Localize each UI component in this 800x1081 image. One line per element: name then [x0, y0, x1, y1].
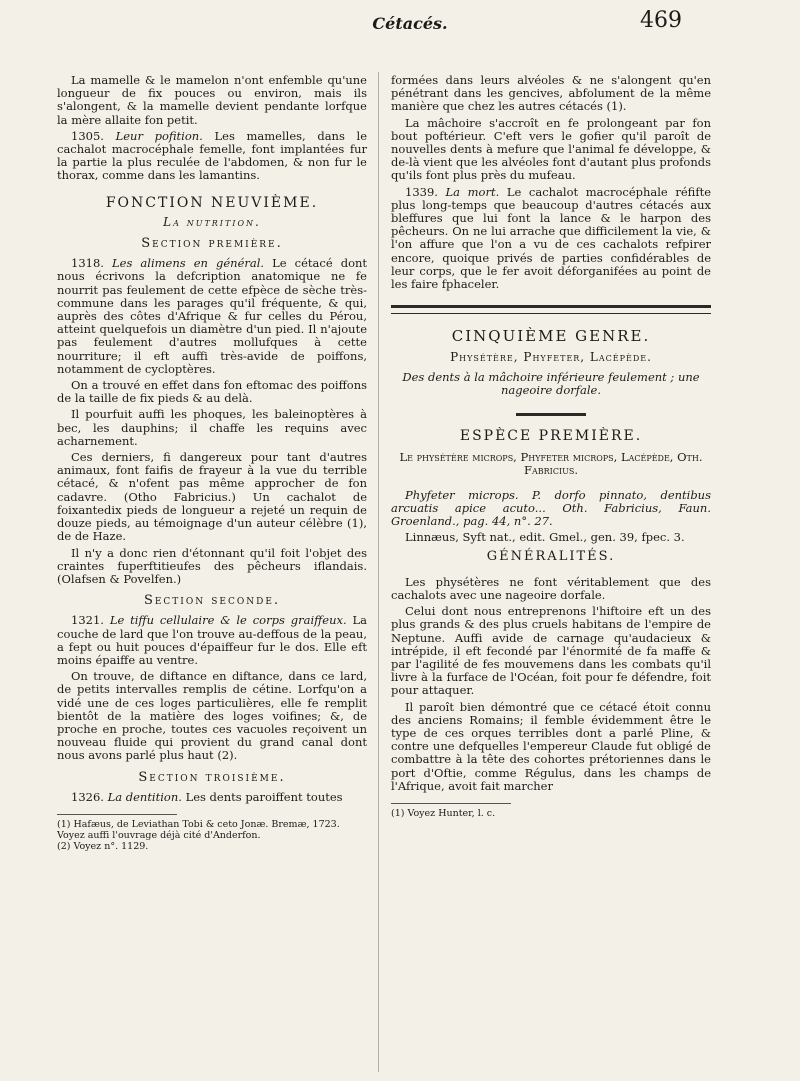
article-body: Les dents paroiffent toutes [185, 789, 343, 804]
article-heading: La mort. [445, 184, 500, 199]
short-rule [516, 413, 586, 416]
footnote: (1) Voyez Hunter, l. c. [391, 807, 496, 819]
genre-separator-rule [391, 305, 711, 314]
paragraph: formées dans leurs alvéoles & ne s'alongent qu'en pénétrant dans les gencives, abfolument de la même manière que chez les autres cétacés (1). [391, 73, 711, 114]
running-head [0, 6, 800, 46]
paragraph: Les physétères ne font véritablement que des cachalots avec une nageoire dorfale. [391, 574, 711, 602]
right-column [391, 74, 711, 819]
article-body: La couche de lard que l'on trouve au-deffous de la peau, a fept ou huit pouces d'épaiffeur fur le dos. Elle eft moins épaiffe au ventre. [57, 613, 367, 667]
article-number: 1305. [71, 128, 104, 143]
paragraph: Il paroît bien démontré que ce cétacé étoit connu des anciens Romains; il femble évidemment être le type de ces orques terribles dont a parlé Pline, & contre une defquelles l'empereur Claude fut obligé de combattre à la tête des cohortes prétoriennes dans le port d'Oftie, comme Régulus, dans les champs de l'Afrique, avoit fait marcher [391, 699, 711, 793]
paragraph [57, 614, 367, 667]
paragraph: La mâchoire s'accroît en fe prolongeant par fon bout poftérieur. C'eft vers le gofier qu'il paroît de nouvelles dents à mefure que l'animal fe développe, & de-là vient que les alvéoles font d'autant plus profonds qu'ils font plus près du mufeau. [391, 115, 711, 183]
section-heading: Section seconde. [143, 593, 281, 609]
synonymy: Linnæus, Syft nat., edit. Gmel., gen. 39, fpec. 3. [405, 530, 685, 545]
article-heading: Les alimens en général. [112, 256, 265, 271]
paragraph [57, 257, 367, 376]
left-column [57, 74, 367, 852]
paragraph: Il n'y a donc rien d'étonnant qu'il foit l'objet des craintes fuperftitieufes des pêcheurs iflandais. (Olafsen & Povelfen.) [57, 545, 367, 586]
footnote-rule [57, 814, 177, 815]
genre-heading: CINQUIÈME GENRE. [451, 327, 651, 346]
section-heading: Section première. [141, 236, 283, 252]
paragraph: On a trouvé en effet dans fon eftomac des poiffons de la taille de fix pieds & au delà. [57, 378, 367, 406]
fonction-subtitle: La nutrition. [163, 214, 261, 229]
genre-name: Physétère, Phyfeter, Lacépède. [450, 350, 652, 365]
paragraph [57, 791, 367, 804]
article-heading: La dentition. [107, 789, 182, 804]
article-number: 1318. [71, 256, 104, 271]
running-title: Cétacés. [372, 14, 448, 33]
section-heading: Section troisième. [138, 769, 286, 785]
article-number: 1326. [71, 789, 104, 804]
column-divider [378, 72, 379, 1072]
footnote-rule [391, 803, 511, 804]
paragraph: Ces derniers, fi dangereux pour tant d'autres animaux, font faifis de frayeur à la vue du terrible cétacé, & n'ofent pas même approcher de fon cadavre. (Otho Fabricius.) Un cachalot de foixantedix pieds de longueur a rejeté un requin de douze pieds, au témoignage d'un auteur célèbre (1), de de Haze. [57, 450, 367, 544]
article-number: 1339. [405, 184, 438, 199]
article-body: Les mamelles, dans le cachalot macrocéphale femelle, font implantées fur la partie la plus reculée de l'abdomen, & non fur le thorax, comme dans les lamantins. [57, 128, 368, 183]
paragraph: Celui dont nous entreprenons l'hiftoire eft un des plus grands & des plus cruels habitans de l'empire de Neptune. Auffi avide de carnage qu'audacieux & intrépide, il eft fecondé par l'énormité de fa maffe & par l'agilité de fes mouvemens dans les combats qu'il livre à la furface de l'Océan, foit pour fe défendre, foit pour attaquer. [391, 604, 711, 698]
genre-description: Des dents à la mâchoire inférieure feulement ; une nageoire dorfale. [402, 369, 700, 397]
paragraph: Il pourfuit auffi les phoques, les baleinoptères à bec, les dauphins; il chaffe les requins avec acharnement. [57, 407, 367, 448]
article-body: Le cétacé dont nous écrivons la defcription anatomique ne fe nourrit pas feulement de cette efpèce de sèche très-commune dans les parages qu'il fréquente, & qui, auprès des côtes d'Afrique & fur celles du Pérou, atteint quelquefois un diamètre d'un pied. Il n'ajoute pas feulement d'autres mollufques à cette nourriture; il eft auffi très-avide de poiffons, notamment de cycloptères. [57, 256, 368, 376]
footnote: (2) Voyez n°. 1129. [57, 840, 149, 852]
page-number: 469 [640, 8, 682, 33]
paragraph [57, 130, 367, 183]
footnote: (1) Hafæus, de Leviathan Tobi & ceto Jonæ. Bremæ, 1723. Voyez auffi l'ouvrage déjà cité d'Anderfon. [57, 818, 340, 841]
paragraph: La mamelle & le mamelon n'ont enfemble qu'une longueur de fix pouces ou environ, mais ils s'alongent, & la mamelle devient pendante lorfque la mère allaite fon petit. [57, 73, 367, 127]
paragraph [391, 186, 711, 292]
species-title: Le physétère microps, Phyfeter microps, Lacépède, Oth. Fabricius. [399, 450, 703, 478]
generalites-heading: GÉNÉRALITÉS. [486, 549, 616, 565]
article-heading: Le tiffu cellulaire & le corps graiffeux. [109, 613, 347, 628]
article-heading: Leur pofition. [115, 128, 203, 143]
species-heading: ESPÈCE PREMIÈRE. [459, 428, 643, 445]
article-body: Le cachalot macrocéphale réfifte plus long-temps que beaucoup d'autres cétacés aux bleffures que lui font la lance & le harpon des pêcheurs. On ne lui arrache que difficilement la vie, & l'on affure que l'on a vu de ces cachalots refpirer encore, quoique privés de parties confidérables de leur corps, que le fer avoit déforganifées au point de les faire fphaceler. [391, 184, 711, 292]
synonymy: Phyfeter microps. P. dorfo pinnato, dentibus arcuatis apice acuto... Oth. Fabricius, Faun. Groenland., pag. 44, n°. 27. [391, 487, 711, 529]
fonction-heading: FONCTION NEUVIÈME. [105, 194, 319, 211]
article-number: 1321. [71, 613, 104, 628]
paragraph: On trouve, de diftance en diftance, dans ce lard, de petits intervalles remplis de cétine. Lorfqu'on a vidé une de ces loges particulières, elle fe remplit bientôt de la matière des loges voifines; &, de proche en proche, toutes ces vacuoles reçoivent un nouveau fluide qui provient du grand canal dont nous avons parlé plus haut (2). [57, 669, 367, 763]
